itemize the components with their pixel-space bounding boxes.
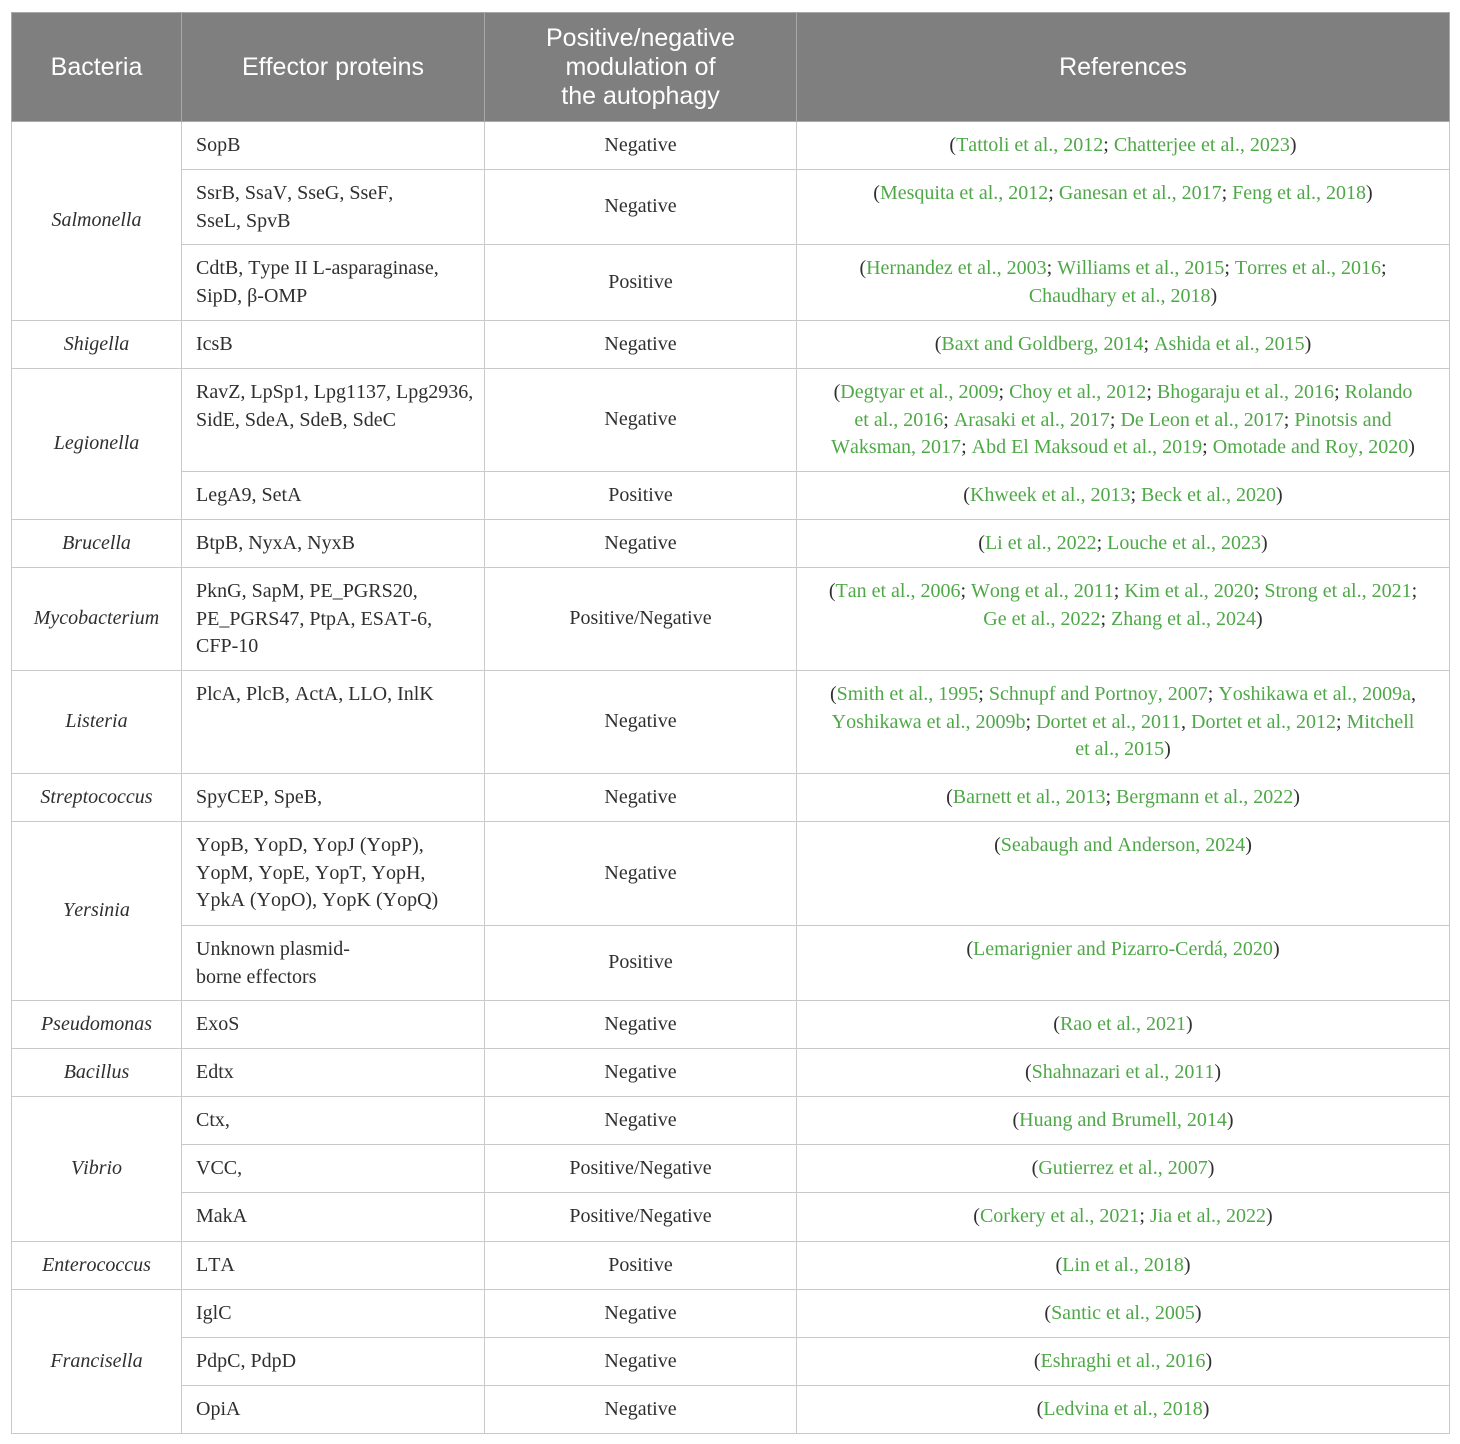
- citation-link[interactable]: Arasaki et al., 2017: [953, 408, 1110, 431]
- effector-proteins-cell: [182, 1001, 485, 1049]
- citation-separator: ;: [943, 408, 954, 431]
- effector-proteins-cell: [182, 321, 485, 369]
- references-open-paren: (: [1031, 1157, 1039, 1179]
- table-row: [12, 1386, 1450, 1434]
- citation-separator: ;: [1048, 182, 1059, 204]
- modulation-cell: [485, 122, 797, 170]
- modulation-value: Positive/Negative: [569, 607, 712, 630]
- modulation-cell: [485, 1290, 797, 1338]
- citation-separator: ;: [1411, 580, 1418, 602]
- modulation-cell: [485, 321, 797, 369]
- effector-line: CFP-10: [196, 635, 259, 657]
- bacteria-name: Salmonella: [51, 209, 142, 232]
- modulation-cell: [485, 1386, 797, 1434]
- modulation-value: Positive: [608, 1253, 673, 1276]
- effector-line: OpiA: [196, 1398, 241, 1420]
- effector-line: IcsB: [196, 333, 233, 355]
- effector-line: YpkA (YopO), YopK (YopQ): [196, 889, 439, 911]
- effector-proteins-cell: [182, 122, 485, 170]
- references-cell: [797, 1290, 1450, 1338]
- references-open-paren: (: [1033, 1350, 1041, 1372]
- header-modulation-line: modulation of: [565, 52, 716, 81]
- references-cell: [797, 321, 1450, 369]
- references-close-paren: ): [1207, 1157, 1215, 1179]
- citation-link[interactable]: Choy et al., 2012: [1009, 381, 1147, 403]
- citation-separator: ;: [1336, 710, 1347, 733]
- citation-separator: ;: [1100, 607, 1112, 630]
- header-modulation: [485, 13, 797, 122]
- modulation-value: Negative: [604, 531, 677, 554]
- effector-line: SidE, SdeA, SdeB, SdeC: [196, 408, 397, 431]
- table-row: [12, 520, 1450, 568]
- effector-proteins-cell: [182, 822, 485, 926]
- bacteria-cell: [12, 1097, 182, 1242]
- citation-link[interactable]: Zhang et al., 2024: [1111, 607, 1257, 630]
- modulation-value: Negative: [604, 1012, 677, 1035]
- citation-separator: ,: [1411, 683, 1417, 705]
- modulation-cell: [485, 568, 797, 671]
- effector-proteins-cell: [182, 472, 485, 520]
- modulation-cell: [485, 1145, 797, 1193]
- table-row: [12, 369, 1450, 472]
- references-close-paren: ): [1289, 134, 1297, 156]
- citation-link[interactable]: Lemarignier and Pizarro-Cerdá, 2020: [973, 938, 1273, 960]
- references-open-paren: (: [1012, 1109, 1020, 1131]
- citation-link[interactable]: Omotade and Roy, 2020: [1212, 436, 1409, 458]
- citation-link[interactable]: Rao et al., 2021: [1059, 1013, 1187, 1035]
- bacteria-name: Shigella: [63, 332, 130, 355]
- citation-separator: ;: [1143, 333, 1155, 355]
- references-close-paren: ): [1205, 1350, 1213, 1372]
- references-close-paren: ): [1266, 1205, 1273, 1227]
- effector-proteins-cell: [182, 568, 485, 671]
- citation-link[interactable]: Jia et al., 2022: [1149, 1205, 1267, 1227]
- modulation-cell: [485, 472, 797, 520]
- citation-link[interactable]: Yoshikawa et al., 2009b: [831, 710, 1026, 733]
- table-row: [12, 245, 1450, 321]
- references-cell: [797, 1338, 1450, 1386]
- references-close-paren: ): [1272, 938, 1280, 960]
- table-row: [12, 472, 1450, 520]
- modulation-cell: [485, 170, 797, 245]
- effector-line: YopB, YopD, YopJ (YopP),: [196, 834, 424, 856]
- modulation-value: Negative: [604, 1349, 677, 1372]
- references-close-paren: ): [1293, 786, 1300, 808]
- bacteria-cell: [12, 520, 182, 568]
- references-cell: [797, 774, 1450, 822]
- citation-separator: ;: [1105, 786, 1117, 808]
- references-open-paren: (: [973, 1205, 980, 1227]
- citation-link[interactable]: Abd El Maksoud et al., 2019: [971, 436, 1203, 458]
- modulation-value: Positive: [608, 483, 673, 506]
- modulation-value: Negative: [604, 408, 677, 431]
- modulation-value: Positive/Negative: [569, 1156, 712, 1179]
- effector-line: VCC,: [196, 1157, 243, 1179]
- modulation-cell: [485, 1193, 797, 1242]
- table-row: [12, 1145, 1450, 1193]
- table-row: [12, 822, 1450, 926]
- table-body: [12, 122, 1450, 1434]
- citation-link[interactable]: Tan et al., 2006: [835, 580, 961, 602]
- references-open-paren: (: [829, 683, 837, 705]
- citation-separator: ;: [1253, 580, 1265, 602]
- effector-proteins-cell: [182, 1386, 485, 1434]
- citation-link[interactable]: Ganesan et al., 2017: [1058, 182, 1222, 204]
- citation-separator: ;: [1046, 257, 1058, 279]
- references-close-paren: ): [1214, 1061, 1222, 1083]
- references-open-paren: (: [828, 580, 836, 602]
- citation-link[interactable]: Dortet et al., 2011: [1036, 710, 1182, 733]
- table-row: [12, 1242, 1450, 1290]
- citation-link[interactable]: Santic et al., 2005: [1051, 1302, 1195, 1324]
- citation-link[interactable]: Mitchell et al., 2015: [1075, 710, 1415, 760]
- citation-link[interactable]: Torres et al., 2016: [1234, 257, 1381, 279]
- references-cell: [797, 369, 1450, 472]
- references-open-paren: (: [978, 532, 985, 554]
- references-cell: [797, 1097, 1450, 1145]
- effector-proteins-cell: [182, 1193, 485, 1242]
- table-header: [12, 13, 1450, 122]
- bacteria-cell: [12, 671, 182, 774]
- citation-link[interactable]: Pinotsis and Waksman, 2017: [831, 408, 1392, 458]
- references-close-paren: ): [1245, 834, 1252, 856]
- table-row: [12, 1338, 1450, 1386]
- effector-proteins-cell: [182, 1049, 485, 1097]
- citation-link[interactable]: Lin et al., 2018: [1062, 1254, 1184, 1276]
- effector-line: SsrB, SsaV, SseG, SseF,: [196, 182, 394, 204]
- modulation-cell: [485, 1097, 797, 1145]
- bacteria-name: Pseudomonas: [40, 1012, 153, 1035]
- table-row: [12, 122, 1450, 170]
- citation-separator: ;: [960, 580, 972, 602]
- effector-line: SpyCEP, SpeB,: [196, 786, 323, 808]
- references-cell: [797, 1242, 1450, 1290]
- references-open-paren: (: [859, 257, 867, 279]
- references-close-paren: ): [1366, 182, 1373, 204]
- citation-link[interactable]: Huang and Brumell, 2014: [1019, 1109, 1227, 1131]
- citation-link[interactable]: Barnett et al., 2013: [952, 786, 1106, 808]
- modulation-value: Negative: [604, 332, 677, 355]
- citation-separator: ;: [1139, 1205, 1150, 1227]
- modulation-value: Negative: [604, 1397, 677, 1420]
- bacteria-cell: [12, 1049, 182, 1097]
- citation-link[interactable]: Khweek et al., 2013: [969, 484, 1131, 506]
- references-open-paren: (: [994, 834, 1001, 856]
- references-cell: [797, 1049, 1450, 1097]
- references-open-paren: (: [833, 381, 841, 403]
- citation-separator: ;: [1334, 381, 1345, 403]
- references-close-paren: ): [1202, 1398, 1210, 1420]
- references-cell: [797, 472, 1450, 520]
- citation-link[interactable]: Wong et al., 2011: [971, 580, 1114, 602]
- bacteria-cell: [12, 122, 182, 321]
- citation-link[interactable]: Ge et al., 2022: [983, 607, 1101, 630]
- references-close-paren: ): [1183, 1254, 1191, 1276]
- references-cell: [797, 1001, 1450, 1049]
- citation-separator: ;: [1202, 436, 1213, 458]
- header-row: [12, 13, 1450, 122]
- citation-separator: ;: [1146, 381, 1157, 403]
- modulation-cell: [485, 822, 797, 926]
- effector-proteins-cell: [182, 520, 485, 568]
- table-row: [12, 568, 1450, 671]
- modulation-value: Negative: [604, 1060, 677, 1083]
- table-row: [12, 1290, 1450, 1338]
- bacteria-name: Francisella: [50, 1349, 143, 1372]
- citation-link[interactable]: Smith et al., 1995: [836, 683, 979, 705]
- effector-proteins-cell: [182, 369, 485, 472]
- bacteria-name: Mycobacterium: [33, 607, 160, 630]
- citation-link[interactable]: Mesquita et al., 2012: [879, 182, 1049, 204]
- references-cell: [797, 1193, 1450, 1242]
- citation-separator: ;: [1207, 683, 1219, 705]
- references-open-paren: (: [946, 786, 953, 808]
- effector-line: SseL, SpvB: [196, 209, 291, 232]
- modulation-value: Negative: [604, 861, 677, 884]
- header-references: References: [797, 13, 1450, 122]
- bacteria-cell: [12, 1242, 182, 1290]
- effector-line: YopM, YopE, YopT, YopH,: [196, 861, 426, 884]
- references-open-paren: (: [1036, 1398, 1044, 1420]
- effector-line: SipD, β-OMP: [196, 284, 308, 307]
- modulation-value: Positive/Negative: [569, 1205, 712, 1228]
- bacteria-cell: [12, 774, 182, 822]
- effector-line: SopB: [196, 134, 241, 156]
- citation-separator: ;: [1130, 484, 1142, 506]
- references-close-paren: ): [1164, 738, 1171, 760]
- effector-proteins-cell: [182, 1290, 485, 1338]
- citation-separator: ;: [1283, 408, 1295, 431]
- modulation-cell: [485, 1338, 797, 1386]
- effector-line: IglC: [196, 1302, 232, 1324]
- citation-link[interactable]: Baxt and Goldberg, 2014: [941, 333, 1144, 355]
- citation-link[interactable]: Chatterjee et al., 2023: [1113, 134, 1290, 156]
- effector-line: ExoS: [196, 1013, 240, 1035]
- effector-line: MakA: [196, 1205, 248, 1227]
- header-modulation-line: Positive/negative: [545, 23, 735, 52]
- effector-line: PlcA, PlcB, ActA, LLO, InlK: [196, 683, 434, 705]
- bacteria-cell: [12, 822, 182, 1001]
- references-cell: [797, 671, 1450, 774]
- bacteria-cell: [12, 1001, 182, 1049]
- references-close-paren: ): [1408, 436, 1415, 458]
- modulation-cell: [485, 774, 797, 822]
- references-cell: [797, 170, 1450, 245]
- references-open-paren: (: [1044, 1302, 1052, 1324]
- references-cell: [797, 245, 1450, 321]
- citation-separator: ;: [978, 683, 989, 705]
- modulation-value: Negative: [604, 785, 677, 808]
- references-close-paren: ): [1256, 607, 1263, 630]
- effector-proteins-cell: [182, 1145, 485, 1193]
- references-open-paren: (: [963, 484, 970, 506]
- bacterial-effectors-autophagy-table: [11, 12, 1450, 1434]
- bacteria-name: Listeria: [65, 710, 128, 733]
- citation-link[interactable]: Schnupf and Portnoy, 2007: [988, 683, 1208, 705]
- header-bacteria: Bacteria: [12, 13, 182, 122]
- modulation-value: Negative: [604, 1301, 677, 1324]
- bacteria-name: Bacillus: [63, 1060, 130, 1083]
- references-close-paren: ): [1304, 333, 1312, 355]
- modulation-cell: [485, 1001, 797, 1049]
- effector-line: borne effectors: [196, 965, 317, 988]
- effector-proteins-cell: [182, 1338, 485, 1386]
- effector-line: RavZ, LpSp1, Lpg1137, Lpg2936,: [196, 381, 474, 403]
- references-cell: [797, 568, 1450, 671]
- modulation-cell: [485, 1242, 797, 1290]
- table-row: [12, 170, 1450, 245]
- citation-separator: ;: [1221, 182, 1233, 204]
- modulation-cell: [485, 926, 797, 1001]
- bacteria-name: Brucella: [62, 531, 131, 554]
- references-cell: [797, 1386, 1450, 1434]
- effector-line: LegA9, SetA: [196, 484, 302, 506]
- references-open-paren: (: [873, 182, 880, 204]
- modulation-value: Positive: [608, 270, 673, 293]
- bacteria-name: Legionella: [53, 432, 140, 455]
- effector-proteins-cell: [182, 926, 485, 1001]
- citation-link[interactable]: Yoshikawa et al., 2009a: [1218, 683, 1412, 705]
- modulation-value: Negative: [604, 1108, 677, 1131]
- citation-link[interactable]: Ashida et al., 2015: [1154, 333, 1305, 355]
- citation-link[interactable]: De Leon et al., 2017: [1120, 408, 1284, 431]
- modulation-value: Negative: [604, 133, 677, 156]
- references-open-paren: (: [1024, 1061, 1032, 1083]
- bacteria-name: Streptococcus: [40, 785, 153, 808]
- citation-link[interactable]: Kim et al., 2020: [1124, 580, 1254, 602]
- effector-proteins-cell: [182, 170, 485, 245]
- citation-link[interactable]: Chaudhary et al., 2018: [1028, 284, 1211, 307]
- citation-separator: ;: [1224, 257, 1235, 279]
- effector-line: Edtx: [196, 1061, 234, 1083]
- modulation-cell: [485, 245, 797, 321]
- references-cell: [797, 122, 1450, 170]
- bacteria-cell: [12, 1290, 182, 1434]
- modulation-cell: [485, 671, 797, 774]
- effector-proteins-cell: [182, 671, 485, 774]
- citation-link[interactable]: Bergmann et al., 2022: [1116, 786, 1294, 808]
- table-row: [12, 1049, 1450, 1097]
- effector-proteins-cell: [182, 245, 485, 321]
- citation-link[interactable]: Degtyar et al., 2009: [840, 381, 999, 403]
- references-open-paren: (: [949, 134, 957, 156]
- citation-link[interactable]: Seabaugh and Anderson, 2024: [1000, 834, 1246, 856]
- references-close-paren: ): [1210, 284, 1218, 307]
- references-close-paren: ): [1261, 532, 1268, 554]
- bacteria-name: Vibrio: [70, 1157, 123, 1180]
- modulation-value: Negative: [604, 710, 677, 733]
- effector-line: PE_PGRS47, PtpA, ESAT-6,: [196, 607, 433, 630]
- table-row: [12, 1001, 1450, 1049]
- modulation-cell: [485, 1049, 797, 1097]
- citation-link[interactable]: Feng et al., 2018: [1232, 182, 1367, 204]
- header-effector-proteins: Effector proteins: [182, 13, 485, 122]
- table-row: [12, 926, 1450, 1001]
- citation-link[interactable]: Williams et al., 2015: [1057, 257, 1225, 279]
- citation-separator: ;: [1025, 710, 1037, 733]
- effector-proteins-cell: [182, 774, 485, 822]
- citation-separator: ,: [1181, 710, 1192, 733]
- effector-proteins-cell: [182, 1242, 485, 1290]
- citation-separator: ;: [961, 436, 972, 458]
- table-row: [12, 671, 1450, 774]
- modulation-value: Positive: [608, 951, 673, 974]
- effector-line: BtpB, NyxA, NyxB: [196, 532, 355, 554]
- citation-link[interactable]: Ledvina et al., 2018: [1043, 1398, 1203, 1420]
- citation-link[interactable]: Dortet et al., 2012: [1191, 710, 1337, 733]
- effector-line: PknG, SapM, PE_PGRS20,: [196, 580, 418, 602]
- table-row: [12, 1097, 1450, 1145]
- citation-link[interactable]: Li et al., 2022: [984, 532, 1097, 554]
- table-row: [12, 321, 1450, 369]
- citation-link[interactable]: Tattoli et al., 2012: [956, 134, 1104, 156]
- effector-line: Ctx,: [196, 1109, 230, 1131]
- bacteria-name: Yersinia: [63, 899, 130, 922]
- citation-separator: ;: [1103, 134, 1114, 156]
- effector-line: CdtB, Type II L-asparaginase,: [196, 257, 439, 279]
- modulation-cell: [485, 520, 797, 568]
- bacteria-cell: [12, 369, 182, 520]
- references-close-paren: ): [1226, 1109, 1234, 1131]
- table-row: [12, 774, 1450, 822]
- citation-link[interactable]: Bhogaraju et al., 2016: [1156, 381, 1335, 403]
- references-cell: [797, 822, 1450, 926]
- citation-link[interactable]: Shahnazari et al., 2011: [1031, 1061, 1215, 1083]
- effector-line: Unknown plasmid-: [196, 938, 350, 960]
- citation-link[interactable]: Gutierrez et al., 2007: [1038, 1157, 1208, 1179]
- citation-link[interactable]: Eshraghi et al., 2016: [1040, 1350, 1206, 1372]
- table-row: [12, 1193, 1450, 1242]
- bacteria-cell: [12, 321, 182, 369]
- references-open-paren: (: [934, 333, 942, 355]
- bacteria-cell: [12, 568, 182, 671]
- citation-link[interactable]: Hernandez et al., 2003: [866, 257, 1047, 279]
- references-cell: [797, 520, 1450, 568]
- references-cell: [797, 1145, 1450, 1193]
- effector-line: LTA: [196, 1254, 235, 1276]
- citation-separator: ;: [1380, 257, 1387, 279]
- references-open-paren: (: [1055, 1254, 1063, 1276]
- effector-proteins-cell: [182, 1097, 485, 1145]
- citation-separator: ;: [1096, 532, 1108, 554]
- citation-link[interactable]: Beck et al., 2020: [1141, 484, 1277, 506]
- citation-separator: ;: [998, 381, 1010, 403]
- references-open-paren: (: [1053, 1013, 1060, 1035]
- references-cell: [797, 926, 1450, 1001]
- citation-link[interactable]: Rolando et al., 2016: [854, 381, 1413, 431]
- citation-link[interactable]: Louche et al., 2023: [1107, 532, 1262, 554]
- references-close-paren: ): [1194, 1302, 1202, 1324]
- citation-link[interactable]: Corkery et al., 2021: [979, 1205, 1140, 1227]
- citation-separator: ;: [1113, 580, 1125, 602]
- effector-line: PdpC, PdpD: [196, 1350, 297, 1372]
- references-open-paren: (: [966, 938, 974, 960]
- citation-separator: ;: [1109, 408, 1121, 431]
- references-close-paren: ): [1186, 1013, 1193, 1035]
- citation-link[interactable]: Strong et al., 2021: [1264, 580, 1412, 602]
- header-modulation-line: the autophagy: [561, 81, 720, 110]
- references-close-paren: ): [1276, 484, 1283, 506]
- modulation-cell: [485, 369, 797, 472]
- bacteria-name: Enterococcus: [42, 1253, 151, 1276]
- modulation-value: Negative: [604, 195, 677, 218]
